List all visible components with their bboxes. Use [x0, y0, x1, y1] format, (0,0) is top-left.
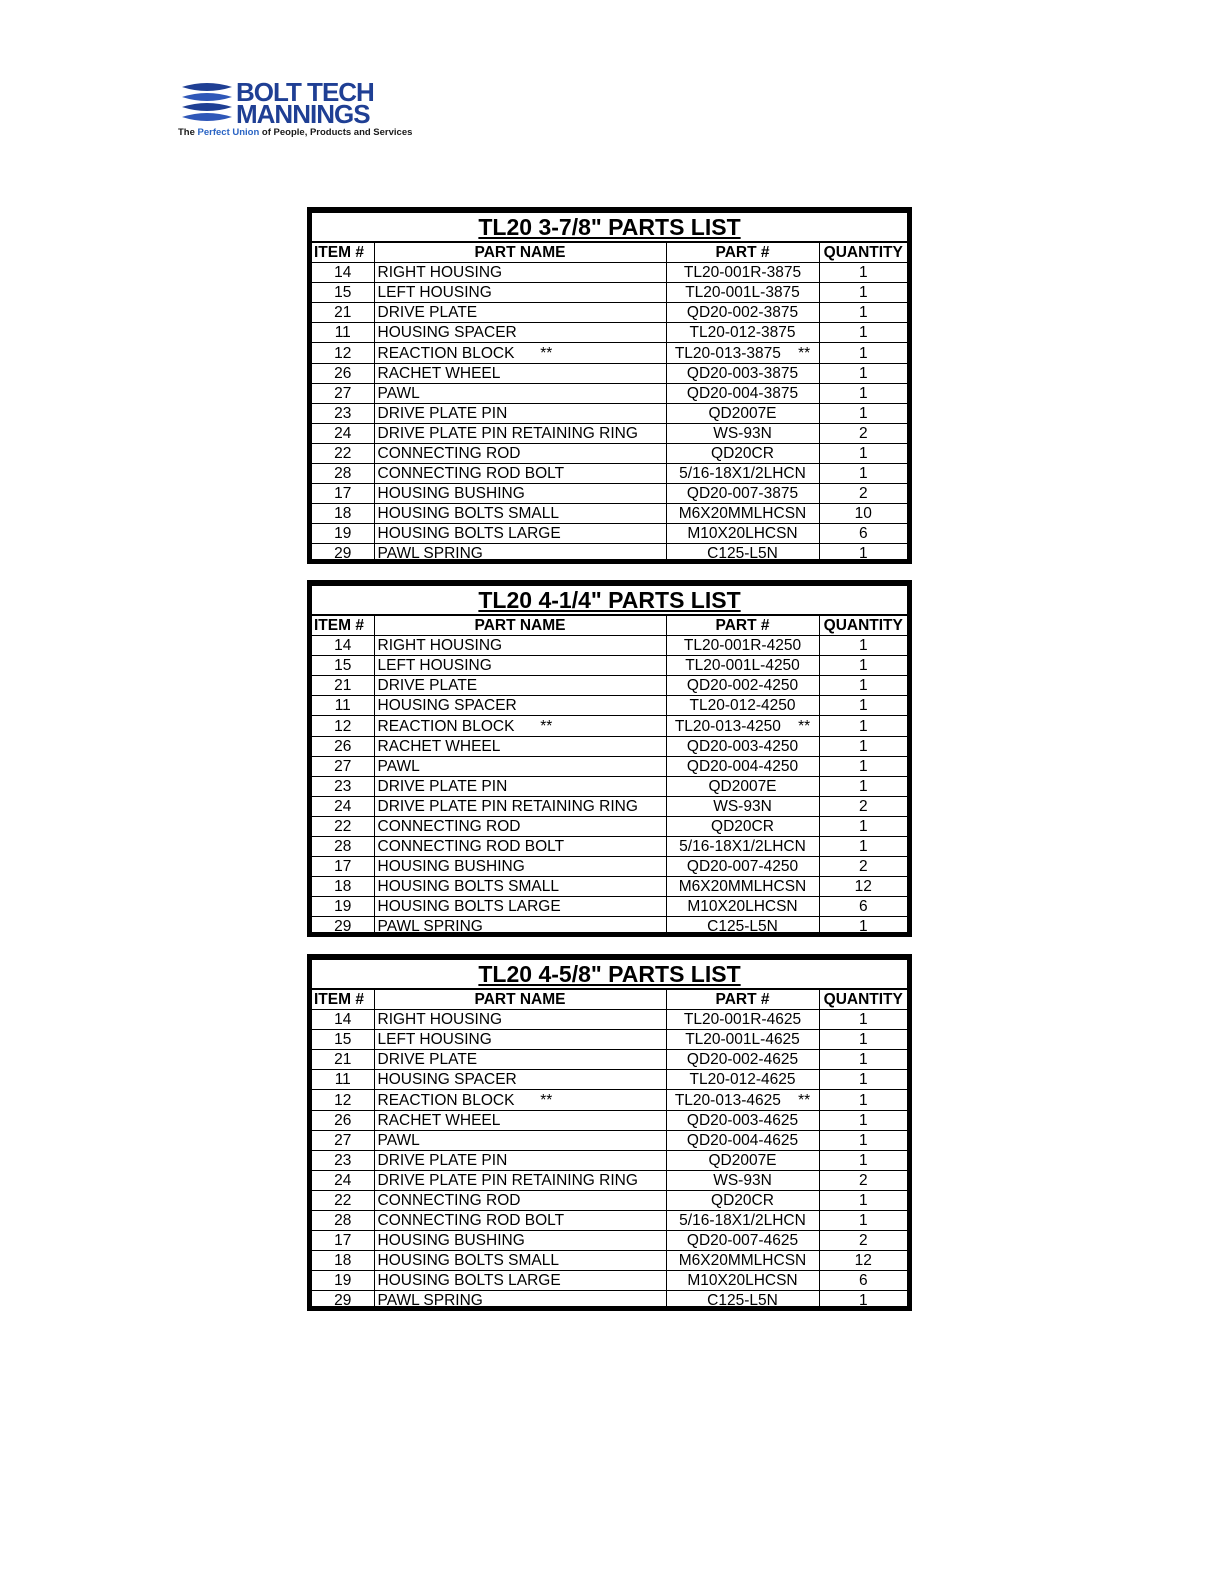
part-name-cell: PAWL SPRING — [374, 544, 666, 564]
item-number-cell: 26 — [312, 736, 374, 756]
table-row — [312, 323, 907, 343]
quantity-cell: 2 — [819, 423, 907, 443]
quantity-cell: 1 — [819, 1070, 907, 1090]
quantity-cell: 1 — [819, 1050, 907, 1070]
item-number-cell: 14 — [312, 263, 374, 283]
table-title: TL20 3-7/8" PARTS LIST — [312, 213, 907, 243]
table-row — [312, 656, 907, 676]
part-name-cell: HOUSING BUSHING — [374, 1231, 666, 1251]
part-name-cell: PAWL SPRING — [374, 917, 666, 937]
quantity-cell: 1 — [819, 343, 907, 363]
part-number-cell: TL20-012-4250 — [666, 696, 819, 716]
logo-line-2: MANNINGS — [236, 99, 370, 129]
part-name-cell: DRIVE PLATE — [374, 303, 666, 323]
item-number-cell: 15 — [312, 1030, 374, 1050]
part-name-cell: HOUSING SPACER — [374, 1070, 666, 1090]
part-number-cell: WS-93N — [666, 796, 819, 816]
part-number-cell: QD2007E — [666, 403, 819, 423]
quantity-cell: 1 — [819, 443, 907, 463]
quantity-cell: 1 — [819, 1030, 907, 1050]
column-header-quantity: QUANTITY — [819, 615, 907, 636]
table-row — [312, 524, 907, 544]
table-row — [312, 636, 907, 656]
part-name-cell: HOUSING BOLTS LARGE — [374, 524, 666, 544]
column-header-part-number: PART # — [666, 989, 819, 1010]
table-row — [312, 363, 907, 383]
column-header-part-name: PART NAME — [374, 989, 666, 1010]
part-name-cell: PAWL — [374, 383, 666, 403]
item-number-cell: 22 — [312, 816, 374, 836]
part-number-cell: TL20-012-3875 — [666, 323, 819, 343]
part-number-cell: TL20-001L-4250 — [666, 656, 819, 676]
quantity-cell: 1 — [819, 816, 907, 836]
part-name-cell: LEFT HOUSING — [374, 283, 666, 303]
column-header-part-name: PART NAME — [374, 615, 666, 636]
part-number-cell: TL20-013-4625 ** — [666, 1090, 819, 1110]
item-number-cell: 28 — [312, 464, 374, 484]
quantity-cell: 1 — [819, 1190, 907, 1210]
quantity-cell: 1 — [819, 636, 907, 656]
quantity-cell: 6 — [819, 897, 907, 917]
quantity-cell: 1 — [819, 1150, 907, 1170]
item-number-cell: 12 — [312, 716, 374, 736]
part-name-cell: DRIVE PLATE PIN RETAINING RING — [374, 423, 666, 443]
item-number-cell: 12 — [312, 1090, 374, 1110]
table-row — [312, 464, 907, 484]
table-row — [312, 1050, 907, 1070]
quantity-cell: 1 — [819, 917, 907, 937]
quantity-cell: 1 — [819, 1010, 907, 1030]
quantity-cell: 6 — [819, 524, 907, 544]
part-name-cell: HOUSING BUSHING — [374, 484, 666, 504]
part-number-cell: M10X20LHCSN — [666, 897, 819, 917]
part-number-cell: QD20-007-4250 — [666, 857, 819, 877]
table-row — [312, 857, 907, 877]
part-number-cell: QD20-002-3875 — [666, 303, 819, 323]
part-name-cell: RACHET WHEEL — [374, 363, 666, 383]
part-number-cell: 5/16-18X1/2LHCN — [666, 464, 819, 484]
part-number-cell: QD20-003-4625 — [666, 1110, 819, 1130]
part-name-cell: CONNECTING ROD BOLT — [374, 464, 666, 484]
table-row — [312, 303, 907, 323]
part-name-cell: HOUSING BOLTS SMALL — [374, 1251, 666, 1271]
part-name-cell: CONNECTING ROD — [374, 816, 666, 836]
table-row — [312, 423, 907, 443]
part-number-cell: C125-L5N — [666, 544, 819, 564]
table-row — [312, 756, 907, 776]
tagline-highlight: Perfect Union — [197, 127, 260, 138]
part-number-cell: TL20-001R-4625 — [666, 1010, 819, 1030]
part-number-cell: QD20-007-3875 — [666, 484, 819, 504]
part-name-cell: LEFT HOUSING — [374, 1030, 666, 1050]
column-header-item: ITEM # — [312, 242, 374, 263]
table-row — [312, 877, 907, 897]
part-name-cell: PAWL — [374, 1130, 666, 1150]
table-row — [312, 776, 907, 796]
quantity-cell: 1 — [819, 464, 907, 484]
part-number-cell: QD20-004-4250 — [666, 756, 819, 776]
table-row — [312, 1190, 907, 1210]
part-name-cell: DRIVE PLATE PIN RETAINING RING — [374, 1170, 666, 1190]
quantity-cell: 1 — [819, 323, 907, 343]
table-row — [312, 676, 907, 696]
table-title: TL20 4-1/4" PARTS LIST — [312, 586, 907, 616]
part-number-cell: M6X20MMLHCSN — [666, 504, 819, 524]
part-name-cell: RIGHT HOUSING — [374, 263, 666, 283]
item-number-cell: 17 — [312, 1231, 374, 1251]
column-header-part-number: PART # — [666, 242, 819, 263]
part-name-cell: REACTION BLOCK ** — [374, 1090, 666, 1110]
quantity-cell: 1 — [819, 383, 907, 403]
column-header-part-number: PART # — [666, 615, 819, 636]
item-number-cell: 11 — [312, 323, 374, 343]
item-number-cell: 15 — [312, 656, 374, 676]
part-number-cell: QD20-002-4625 — [666, 1050, 819, 1070]
table-row — [312, 716, 907, 736]
part-number-cell: WS-93N — [666, 423, 819, 443]
part-name-cell: HOUSING BOLTS SMALL — [374, 504, 666, 524]
item-number-cell: 19 — [312, 524, 374, 544]
part-number-cell: TL20-001R-3875 — [666, 263, 819, 283]
part-number-cell: C125-L5N — [666, 1291, 819, 1311]
table-row — [312, 443, 907, 463]
item-number-cell: 19 — [312, 1271, 374, 1291]
quantity-cell: 1 — [819, 837, 907, 857]
part-name-cell: DRIVE PLATE — [374, 676, 666, 696]
quantity-cell: 1 — [819, 736, 907, 756]
part-name-cell: RACHET WHEEL — [374, 736, 666, 756]
item-number-cell: 21 — [312, 1050, 374, 1070]
table-row — [312, 1030, 907, 1050]
item-number-cell: 12 — [312, 343, 374, 363]
part-number-cell: TL20-013-3875 ** — [666, 343, 819, 363]
quantity-cell: 1 — [819, 756, 907, 776]
quantity-cell: 1 — [819, 696, 907, 716]
part-name-cell: DRIVE PLATE PIN — [374, 1150, 666, 1170]
table-row — [312, 1291, 907, 1311]
part-name-cell: HOUSING SPACER — [374, 696, 666, 716]
part-number-cell: QD20CR — [666, 816, 819, 836]
part-name-cell: HOUSING BOLTS SMALL — [374, 877, 666, 897]
item-number-cell: 27 — [312, 756, 374, 776]
table-row — [312, 504, 907, 524]
column-header-quantity: QUANTITY — [819, 242, 907, 263]
part-name-cell: DRIVE PLATE — [374, 1050, 666, 1070]
part-number-cell: QD20-003-4250 — [666, 736, 819, 756]
table-row — [312, 1150, 907, 1170]
quantity-cell: 1 — [819, 283, 907, 303]
table-row — [312, 1110, 907, 1130]
quantity-cell: 2 — [819, 857, 907, 877]
part-number-cell: TL20-013-4250 ** — [666, 716, 819, 736]
item-number-cell: 17 — [312, 484, 374, 504]
part-name-cell: CONNECTING ROD — [374, 443, 666, 463]
part-name-cell: HOUSING BOLTS LARGE — [374, 897, 666, 917]
part-number-cell: M10X20LHCSN — [666, 1271, 819, 1291]
column-header-item: ITEM # — [312, 989, 374, 1010]
parts-list-table — [307, 954, 912, 1311]
part-name-cell: LEFT HOUSING — [374, 656, 666, 676]
table-row — [312, 403, 907, 423]
part-number-cell: 5/16-18X1/2LHCN — [666, 837, 819, 857]
part-name-cell: HOUSING SPACER — [374, 323, 666, 343]
quantity-cell: 2 — [819, 484, 907, 504]
part-name-cell: RIGHT HOUSING — [374, 636, 666, 656]
item-number-cell: 18 — [312, 1251, 374, 1271]
item-number-cell: 22 — [312, 443, 374, 463]
table-row — [312, 917, 907, 937]
quantity-cell: 1 — [819, 544, 907, 564]
table-row — [312, 816, 907, 836]
part-number-cell: TL20-001L-4625 — [666, 1030, 819, 1050]
part-number-cell: WS-93N — [666, 1170, 819, 1190]
table-row — [312, 1271, 907, 1291]
item-number-cell: 23 — [312, 1150, 374, 1170]
quantity-cell: 1 — [819, 676, 907, 696]
table-row — [312, 796, 907, 816]
table-row — [312, 1090, 907, 1110]
item-number-cell: 27 — [312, 383, 374, 403]
item-number-cell: 24 — [312, 796, 374, 816]
column-header-quantity: QUANTITY — [819, 989, 907, 1010]
part-name-cell: RIGHT HOUSING — [374, 1010, 666, 1030]
part-number-cell: TL20-001L-3875 — [666, 283, 819, 303]
quantity-cell: 1 — [819, 656, 907, 676]
item-number-cell: 23 — [312, 403, 374, 423]
part-number-cell: C125-L5N — [666, 917, 819, 937]
table-row — [312, 484, 907, 504]
quantity-cell: 12 — [819, 1251, 907, 1271]
quantity-cell: 1 — [819, 1110, 907, 1130]
tagline-suffix: of People, Products and Services — [259, 127, 413, 138]
item-number-cell: 19 — [312, 897, 374, 917]
part-number-cell: 5/16-18X1/2LHCN — [666, 1211, 819, 1231]
quantity-cell: 1 — [819, 1130, 907, 1150]
part-number-cell: QD20-004-3875 — [666, 383, 819, 403]
table-row — [312, 1070, 907, 1090]
part-name-cell: CONNECTING ROD — [374, 1190, 666, 1210]
part-number-cell: QD20CR — [666, 1190, 819, 1210]
part-number-cell: QD20-004-4625 — [666, 1130, 819, 1150]
part-name-cell: REACTION BLOCK ** — [374, 716, 666, 736]
quantity-cell: 1 — [819, 716, 907, 736]
item-number-cell: 26 — [312, 1110, 374, 1130]
column-header-item: ITEM # — [312, 615, 374, 636]
item-number-cell: 29 — [312, 544, 374, 564]
quantity-cell: 12 — [819, 877, 907, 897]
part-name-cell: HOUSING BOLTS LARGE — [374, 1271, 666, 1291]
item-number-cell: 14 — [312, 1010, 374, 1030]
part-number-cell: M6X20MMLHCSN — [666, 1251, 819, 1271]
quantity-cell: 6 — [819, 1271, 907, 1291]
quantity-cell: 1 — [819, 263, 907, 283]
table-row — [312, 736, 907, 756]
part-name-cell: HOUSING BUSHING — [374, 857, 666, 877]
quantity-cell: 2 — [819, 796, 907, 816]
table-row — [312, 837, 907, 857]
item-number-cell: 28 — [312, 1211, 374, 1231]
logo-tagline — [178, 127, 412, 138]
part-name-cell: CONNECTING ROD BOLT — [374, 837, 666, 857]
item-number-cell: 29 — [312, 917, 374, 937]
part-number-cell: TL20-001R-4250 — [666, 636, 819, 656]
part-name-cell: DRIVE PLATE PIN — [374, 403, 666, 423]
item-number-cell: 23 — [312, 776, 374, 796]
column-header-part-name: PART NAME — [374, 242, 666, 263]
company-logo — [178, 79, 418, 139]
part-name-cell: RACHET WHEEL — [374, 1110, 666, 1130]
table-row — [312, 1251, 907, 1271]
quantity-cell: 1 — [819, 303, 907, 323]
quantity-cell: 10 — [819, 504, 907, 524]
table-row — [312, 544, 907, 564]
part-name-cell: PAWL — [374, 756, 666, 776]
item-number-cell: 22 — [312, 1190, 374, 1210]
item-number-cell: 29 — [312, 1291, 374, 1311]
quantity-cell: 1 — [819, 1090, 907, 1110]
table-title: TL20 4-5/8" PARTS LIST — [312, 960, 907, 990]
table-row — [312, 1130, 907, 1150]
quantity-cell: 1 — [819, 776, 907, 796]
item-number-cell: 17 — [312, 857, 374, 877]
tagline-prefix: The — [178, 127, 198, 138]
bolt-spring-icon — [178, 81, 236, 123]
part-number-cell: QD2007E — [666, 776, 819, 796]
table-row — [312, 343, 907, 363]
part-number-cell: QD20-002-4250 — [666, 676, 819, 696]
part-name-cell: DRIVE PLATE PIN RETAINING RING — [374, 796, 666, 816]
item-number-cell: 24 — [312, 1170, 374, 1190]
quantity-cell: 1 — [819, 1211, 907, 1231]
item-number-cell: 18 — [312, 877, 374, 897]
quantity-cell: 2 — [819, 1231, 907, 1251]
table-row — [312, 283, 907, 303]
item-number-cell: 21 — [312, 676, 374, 696]
item-number-cell: 18 — [312, 504, 374, 524]
quantity-cell: 1 — [819, 403, 907, 423]
part-number-cell: M10X20LHCSN — [666, 524, 819, 544]
item-number-cell: 11 — [312, 1070, 374, 1090]
item-number-cell: 21 — [312, 303, 374, 323]
part-name-cell: DRIVE PLATE PIN — [374, 776, 666, 796]
part-number-cell: QD20CR — [666, 443, 819, 463]
logo-line-1: BOLT TECH — [236, 77, 374, 107]
item-number-cell: 15 — [312, 283, 374, 303]
table-row — [312, 696, 907, 716]
item-number-cell: 24 — [312, 423, 374, 443]
parts-list-table — [307, 580, 912, 937]
quantity-cell: 2 — [819, 1170, 907, 1190]
item-number-cell: 14 — [312, 636, 374, 656]
part-name-cell: CONNECTING ROD BOLT — [374, 1211, 666, 1231]
part-number-cell: TL20-012-4625 — [666, 1070, 819, 1090]
quantity-cell: 1 — [819, 363, 907, 383]
item-number-cell: 28 — [312, 837, 374, 857]
part-number-cell: QD20-007-4625 — [666, 1231, 819, 1251]
item-number-cell: 11 — [312, 696, 374, 716]
table-row — [312, 1211, 907, 1231]
table-row — [312, 897, 907, 917]
table-row — [312, 263, 907, 283]
parts-list-table — [307, 207, 912, 564]
part-number-cell: QD2007E — [666, 1150, 819, 1170]
item-number-cell: 27 — [312, 1130, 374, 1150]
part-number-cell: QD20-003-3875 — [666, 363, 819, 383]
table-row — [312, 383, 907, 403]
part-number-cell: M6X20MMLHCSN — [666, 877, 819, 897]
table-row — [312, 1010, 907, 1030]
quantity-cell: 1 — [819, 1291, 907, 1311]
part-name-cell: REACTION BLOCK ** — [374, 343, 666, 363]
table-row — [312, 1170, 907, 1190]
table-row — [312, 1231, 907, 1251]
part-name-cell: PAWL SPRING — [374, 1291, 666, 1311]
item-number-cell: 26 — [312, 363, 374, 383]
